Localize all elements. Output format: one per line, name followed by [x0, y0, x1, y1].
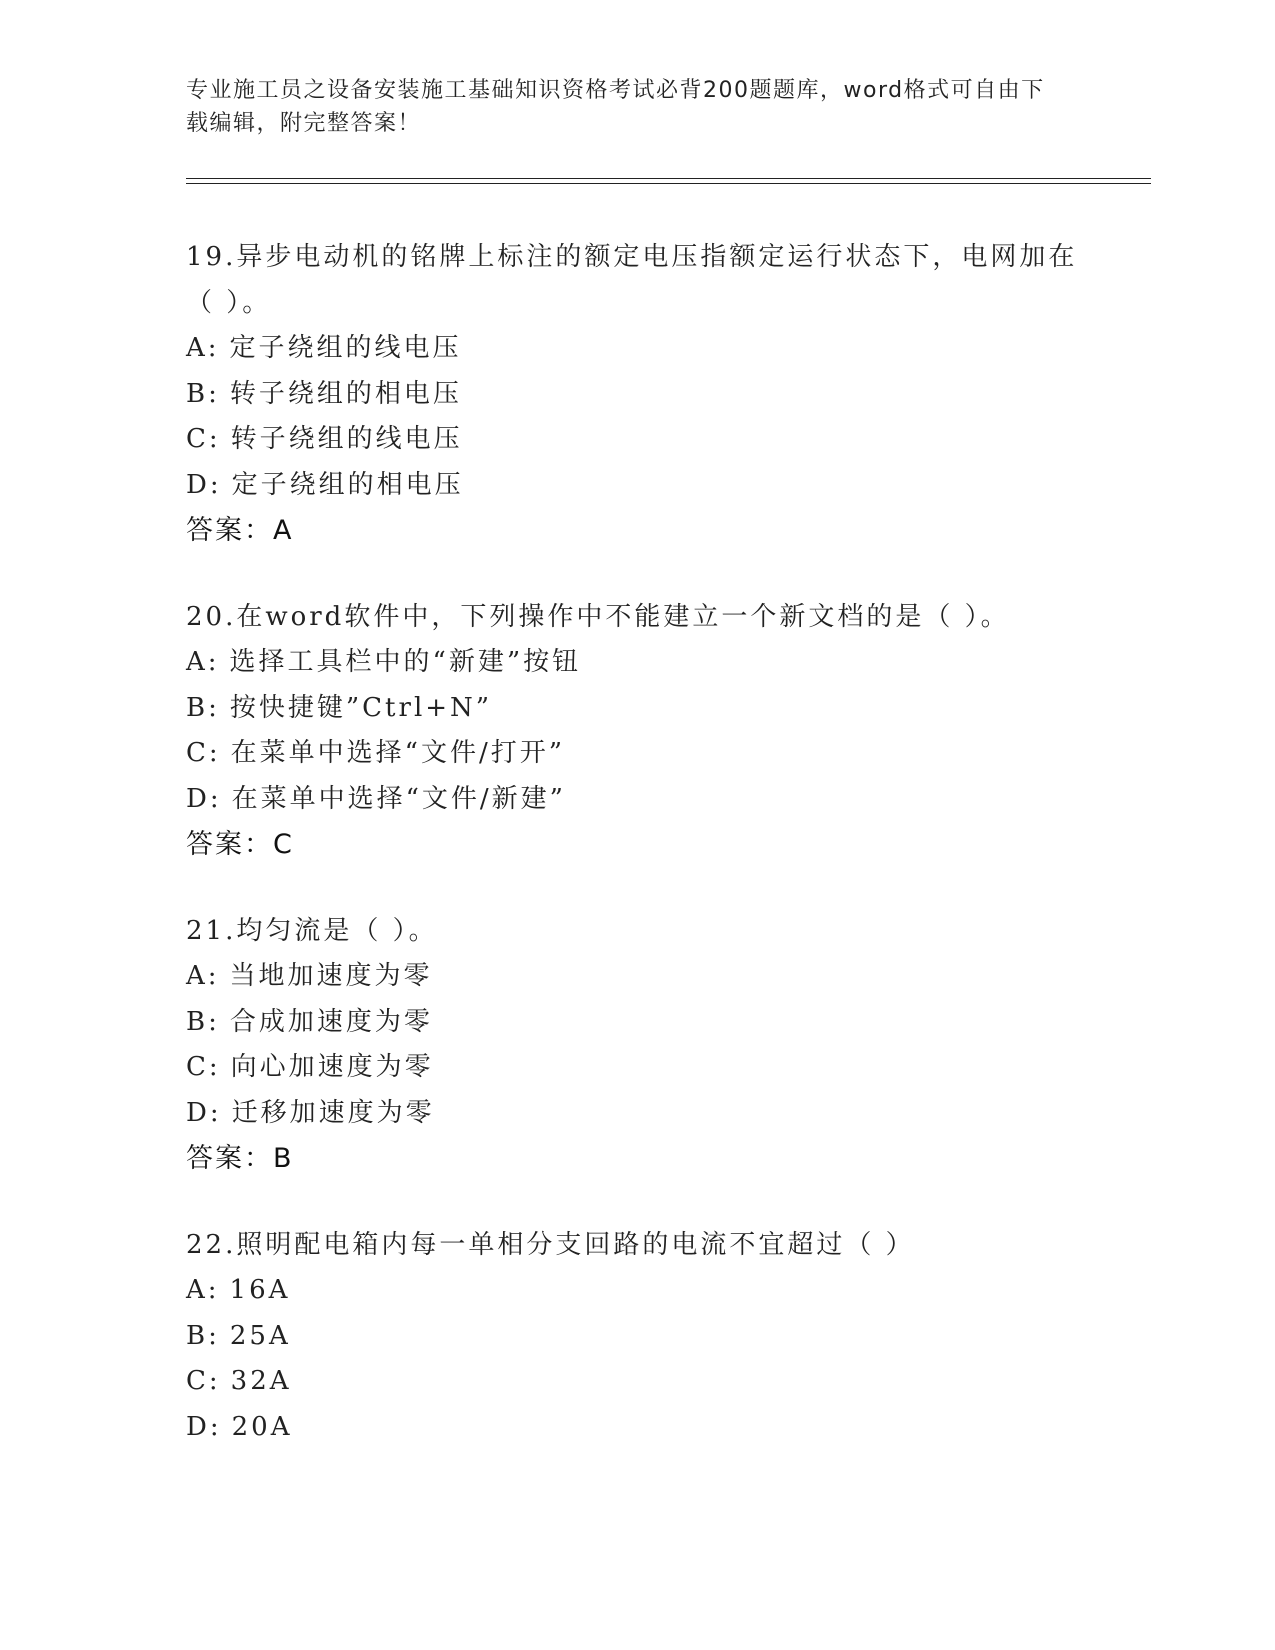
option-c — [186, 731, 1086, 777]
option-key: D: — [186, 469, 222, 500]
option-text: 32A — [230, 1366, 292, 1396]
option-a — [186, 1268, 1086, 1314]
option-d — [186, 1405, 1086, 1451]
question-19 — [186, 234, 1086, 554]
option-key: C: — [186, 738, 221, 768]
answer-line: 答案：A — [186, 515, 294, 546]
option-key: C: — [186, 1366, 221, 1396]
option-b — [186, 686, 1086, 732]
option-text: 25A — [229, 1320, 291, 1351]
option-key: A: — [186, 1275, 220, 1305]
option-text: 转子绕组的相电压 — [229, 378, 462, 409]
option-text: 按快捷键”Ctrl+N” — [229, 692, 493, 723]
header-divider-bottom — [186, 183, 1151, 184]
question-20 — [186, 594, 1086, 868]
option-text: 迁移加速度为零 — [231, 1097, 435, 1128]
option-key: D: — [186, 783, 222, 814]
option-text: 16A — [229, 1275, 291, 1305]
option-b — [186, 1000, 1086, 1046]
option-c — [186, 1359, 1086, 1405]
option-key: A: — [186, 333, 220, 363]
option-text: 合成加速度为零 — [229, 1006, 433, 1037]
option-key: B: — [186, 692, 220, 723]
option-d — [186, 777, 1086, 823]
option-b — [186, 1314, 1086, 1360]
option-c — [186, 1045, 1086, 1091]
question-stem: 22.照明配电箱内每一单相分支回路的电流不宜超过（ ） — [186, 1230, 915, 1260]
option-text: 向心加速度为零 — [230, 1052, 434, 1082]
question-22 — [186, 1222, 1086, 1450]
option-text: 20A — [231, 1411, 293, 1442]
option-key: A: — [186, 647, 220, 677]
option-d — [186, 1091, 1086, 1137]
option-text: 定子绕组的线电压 — [229, 333, 462, 363]
option-key: B: — [186, 1006, 220, 1037]
option-key: D: — [186, 1411, 222, 1442]
answer-line: 答案：C — [186, 829, 294, 860]
option-b — [186, 372, 1086, 418]
question-stem: 19.异步电动机的铭牌上标注的额定电压指额定运行状态下，电网加在（ ）。 — [186, 242, 1078, 318]
option-text: 选择工具栏中的“新建”按钮 — [229, 647, 582, 677]
option-key: C: — [186, 424, 221, 454]
option-a — [186, 326, 1086, 372]
option-text: 转子绕组的线电压 — [230, 424, 463, 454]
option-c — [186, 417, 1086, 463]
answer-line: 答案：B — [186, 1143, 294, 1174]
header-divider-top — [186, 178, 1151, 179]
option-text: 当地加速度为零 — [229, 961, 433, 991]
option-a — [186, 640, 1086, 686]
question-list — [186, 234, 1086, 1490]
option-a — [186, 954, 1086, 1000]
option-d — [186, 463, 1086, 509]
option-key: A: — [186, 961, 220, 991]
option-key: D: — [186, 1097, 222, 1128]
option-key: B: — [186, 1320, 220, 1351]
question-stem: 21.均匀流是（ ）。 — [186, 916, 438, 946]
option-text: 在菜单中选择“文件/新建” — [231, 783, 566, 814]
option-text: 在菜单中选择“文件/打开” — [230, 738, 566, 768]
option-text: 定子绕组的相电压 — [231, 469, 464, 500]
option-key: C: — [186, 1052, 221, 1082]
question-21 — [186, 908, 1086, 1182]
document-header: 专业施工员之设备安装施工基础知识资格考试必背200题题库，word格式可自由下载编辑，附完整答案！ — [186, 78, 1045, 136]
question-stem: 20.在word软件中，下列操作中不能建立一个新文档的是（ ）。 — [186, 602, 1010, 632]
option-key: B: — [186, 378, 220, 409]
